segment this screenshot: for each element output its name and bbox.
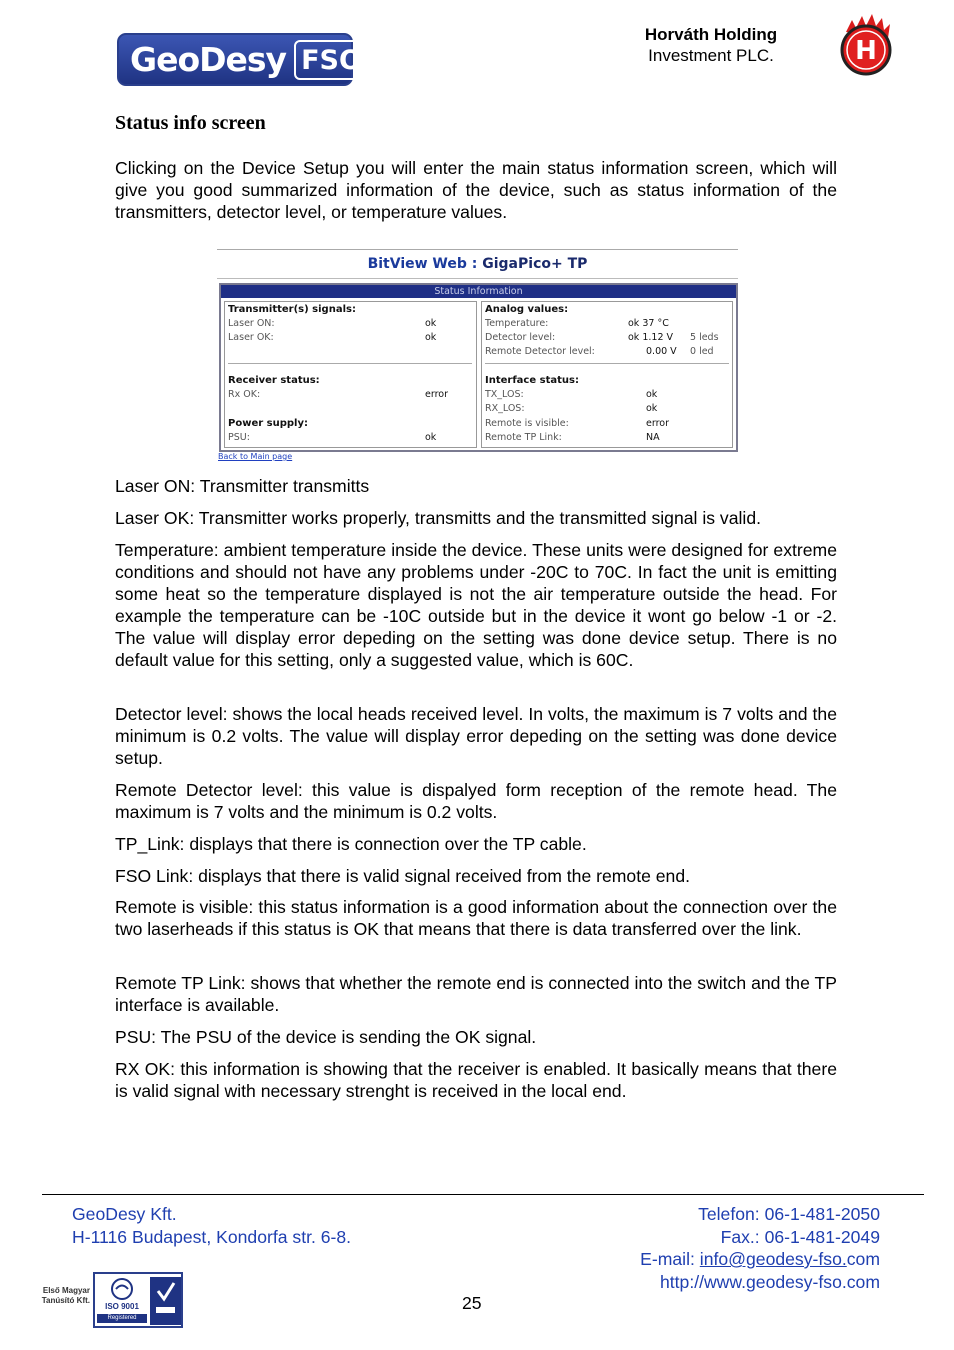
certification-badge <box>30 1272 185 1330</box>
horvath-h-logo-icon <box>838 12 894 78</box>
footer-address-block <box>72 1203 351 1248</box>
paragraph-remote-tp-link: Remote TP Link: shows that whether the remote end is connected into the switch and the TP interface is available. <box>115 973 837 1015</box>
rx-header: Receiver status: <box>228 375 320 386</box>
paragraph-rx-ok: RX OK: this information is showing that the receiver is enabled. It basically means that there is valid signal with necessary strenght is received in the local end. <box>115 1059 837 1101</box>
company-block <box>620 24 802 66</box>
logo-main-text: GeoDesy <box>130 40 287 79</box>
logo-suffix-text: FSO <box>294 40 369 80</box>
cert-iso: ISO 9001 <box>105 1302 139 1311</box>
cert-box <box>93 1272 183 1328</box>
divider <box>485 363 729 364</box>
laser-on-label: Laser ON: <box>228 318 275 329</box>
laser-on-value: ok <box>425 318 437 329</box>
rx-los-label: RX_LOS: <box>485 403 525 414</box>
app-title <box>217 256 738 272</box>
tx-header: Transmitter(s) signals: <box>228 304 356 315</box>
section-title: Status info screen <box>115 112 266 134</box>
psu-label: PSU: <box>228 432 250 443</box>
temperature-label: Temperature: <box>485 318 549 329</box>
remote-tp-link-value: NA <box>646 432 660 443</box>
ukas-check-icon <box>150 1277 181 1325</box>
paragraph-laser-on: Laser ON: Transmitter transmitts <box>115 476 370 496</box>
right-status-pane <box>481 301 733 448</box>
paragraph-detector-level: Detector level: shows the local heads received level. In volts, the maximum is 7 volts and the minimum is 0.2 volts. The value will display error depeding on the setting was done device setup. <box>115 704 837 768</box>
paragraph-remote-detector: Remote Detector level: this value is dispalyed form reception of the remote head. The maximum is 7 volts and the minimum is 0.2 volts. <box>115 780 837 822</box>
app-title-prefix: BitView Web : <box>367 256 478 272</box>
status-banner: Status Information <box>221 285 736 298</box>
page-number: 25 <box>462 1293 482 1313</box>
status-frame <box>219 283 738 452</box>
remote-detector-leds: 0 led <box>690 346 714 357</box>
remote-tp-link-label: Remote TP Link: <box>485 432 562 443</box>
remote-detector-value: 0.00 V <box>646 346 677 357</box>
status-screenshot <box>217 249 738 461</box>
company-name: Horváth Holding <box>644 25 778 44</box>
detector-label: Detector level: <box>485 332 556 343</box>
analog-header: Analog values: <box>485 304 569 315</box>
rx-los-value: ok <box>646 403 658 414</box>
footer-contact-block <box>640 1203 880 1293</box>
divider <box>217 249 738 250</box>
paragraph-tp-link: TP_Link: displays that there is connection over the TP cable. <box>115 834 587 854</box>
nqa-icon <box>109 1278 135 1300</box>
footer-fax: Fax.: 06-1-481-2049 <box>720 1226 880 1247</box>
footer-website[interactable]: http://www.geodesy-fso.com <box>659 1271 880 1292</box>
detector-leds: 5 leds <box>690 332 719 343</box>
rx-ok-label: Rx OK: <box>228 389 261 400</box>
back-to-main-link[interactable]: Back to Main page <box>218 452 293 461</box>
footer-divider <box>42 1194 924 1195</box>
h-logo-letter: H <box>855 36 877 66</box>
remote-detector-label: Remote Detector level: <box>485 346 595 357</box>
cert-registered: Registered <box>97 1314 147 1323</box>
cert-text: Első Magyar Tanúsító Kft. <box>41 1286 90 1305</box>
remote-visible-value: error <box>646 418 669 429</box>
tx-los-value: ok <box>646 389 658 400</box>
app-title-device: GigaPico+ TP <box>482 256 588 272</box>
footer-email <box>640 1248 880 1271</box>
paragraph-temperature: Temperature: ambient temperature inside the device. These units were designed for extreme conditions and should not have any problems under -20C to 70C. In fact the unit is emitting some heat so the temperature displayed is not the air temperature outside the head. For example the temperature can be -10C outside but in the device it wont go below -1 or -2. The value will display error depeding on the setting was done device setup. There is no default value for this setting, only a suggested value, which is 60C. <box>115 540 837 670</box>
detector-value: ok 1.12 V <box>628 332 674 343</box>
psu-header: Power supply: <box>228 418 308 429</box>
footer-phone: Telefon: 06-1-481-2050 <box>698 1204 880 1224</box>
temperature-value: ok 37 °C <box>628 318 669 329</box>
divider <box>228 363 472 364</box>
psu-value: ok <box>425 432 437 443</box>
rx-ok-value: error <box>425 389 448 400</box>
interface-header: Interface status: <box>485 375 579 386</box>
footer-company: GeoDesy Kft. <box>72 1204 177 1224</box>
paragraph-remote-visible: Remote is visible: this status information is a good information about the connection over the two laserheads if this status is OK that means that there is data transferred over the link. <box>115 897 837 939</box>
paragraph-psu: PSU: The PSU of the device is sending the OK signal. <box>115 1027 537 1047</box>
intro-paragraph: Clicking on the Device Setup you will enter the main status information screen, which will give you good summarized information of the device, such as status information of the transmitters, detector level, or temperature values. <box>115 158 837 222</box>
left-status-pane <box>224 301 477 448</box>
footer-address: H-1116 Budapest, Kondorfa str. 6-8. <box>72 1226 352 1247</box>
geodesy-fso-logo <box>117 33 362 86</box>
laser-ok-label: Laser OK: <box>228 332 274 343</box>
footer-email-suffix: com <box>846 1249 880 1269</box>
footer-email-prefix: E-mail: <box>640 1249 700 1269</box>
footer-email-link[interactable]: info@geodesy-fso. <box>699 1249 847 1269</box>
paragraph-fso-link: FSO Link: displays that there is valid signal received from the remote end. <box>115 866 691 886</box>
laser-ok-value: ok <box>425 332 437 343</box>
paragraph-laser-ok: Laser OK: Transmitter works properly, transmitts and the transmitted signal is valid. <box>115 508 761 528</box>
tx-los-label: TX_LOS: <box>485 389 524 400</box>
company-subtitle: Investment PLC. <box>648 46 774 65</box>
divider <box>217 278 738 279</box>
remote-visible-label: Remote is visible: <box>485 418 569 429</box>
